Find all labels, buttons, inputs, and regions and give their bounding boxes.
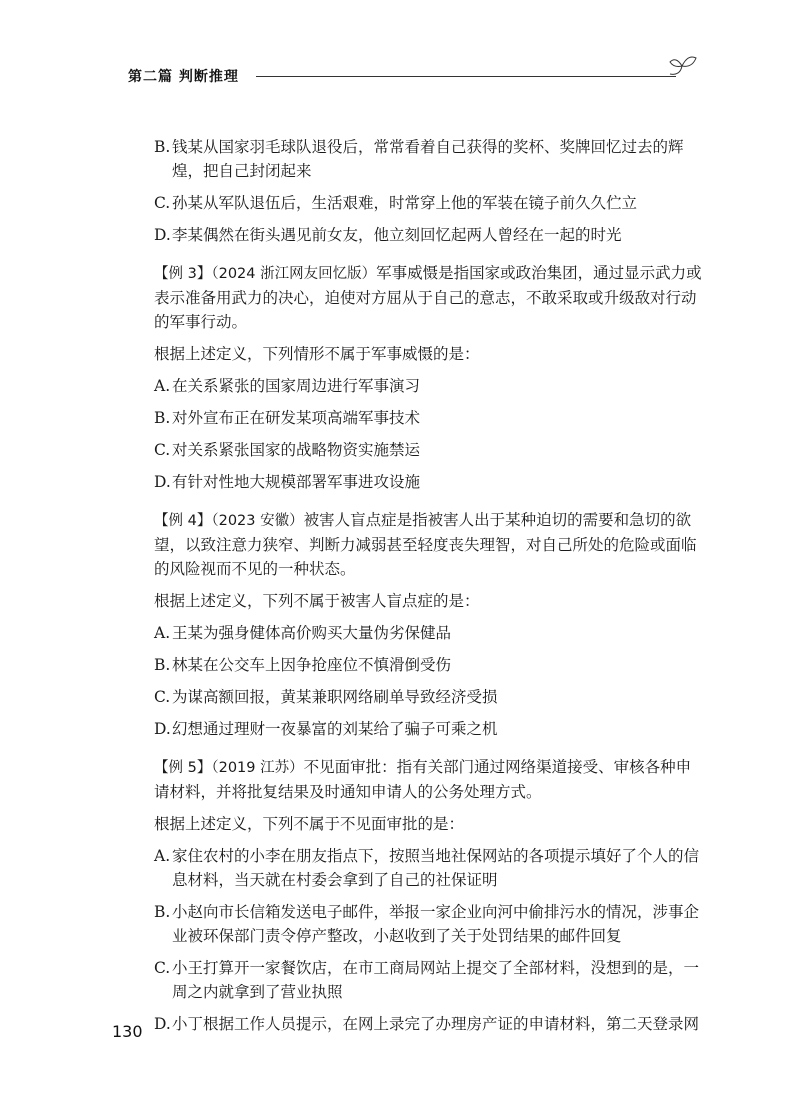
option-b: B. 林某在公交车上因争抢座位不慎滑倒受伤 (154, 656, 452, 674)
option-b: B. 对外宣布正在研发某项高端军事技术 (154, 409, 421, 427)
option-d: D. 有针对性地大规模部署军事进攻设施 (154, 473, 421, 491)
question-stem: 根据上述定义，下列不属于不见面审批的是： (154, 815, 465, 833)
example-definition: 【例 4】（2023 安徽）被害人盲点症是指被害人出于某种迫切的需要和急切的欲望，以致注意力狭窄、判断力减弱甚至轻度丧失理智，对自己所处的危险或面临的风险视而不见的一种状态。 (154, 511, 697, 578)
option-d: D. 李某偶然在街头遇见前女友，他立刻回忆起两人曾经在一起的时光 (154, 226, 622, 244)
option-b: B. 小赵向市长信箱发送电子邮件，举报一家企业向河中偷排污水的情况，涉事企业被环保部门责令停产整改，小赵收到了关于处罚结果的邮件回复 (154, 903, 700, 945)
option-a: A. 在关系紧张的国家周边进行军事演习 (154, 377, 421, 395)
example-tag: 【例 5】 (154, 760, 212, 776)
sprout-icon (666, 52, 698, 82)
example-source: （2019 江苏） (211, 760, 304, 776)
header-rule (256, 76, 676, 77)
carryover-options (154, 135, 702, 247)
option-c: C. 为谋高额回报，黄某兼职网络刷单导致经济受损 (154, 688, 498, 706)
running-header (128, 66, 698, 90)
option-c: C. 对关系紧张国家的战略物资实施禁运 (154, 441, 421, 459)
example-5 (154, 755, 702, 1036)
option-d: D. 小丁根据工作人员提示，在网上录完了办理房产证的申请材料，第二天登录网 (154, 1015, 700, 1033)
option-c: C. 孙某从军队退伍后，生活艰难，时常穿上他的军装在镜子前久久伫立 (154, 194, 638, 212)
section-title: 第二篇 判断推理 (128, 69, 239, 85)
example-4 (154, 508, 702, 741)
option-list (154, 621, 702, 741)
option-b: B. 钱某从国家羽毛球队退役后，常常看着自己获得的奖杯、奖牌回忆过去的辉煌，把自己封闭起来 (154, 138, 684, 180)
example-definition: 【例 5】（2019 江苏）不见面审批：指有关部门通过网络渠道接受、审核各种申请材料，并将批复结果及时通知申请人的公务处理方式。 (154, 758, 692, 801)
option-a: A. 家住农村的小李在朋友指点下，按照当地社保网站的各项提示填好了个人的信息材料，当天就在村委会拿到了自己的社保证明 (154, 847, 700, 889)
example-3 (154, 261, 702, 494)
example-definition: 【例 3】（2024 浙江网友回忆版）军事威慑是指国家或政治集团，通过显示武力或表示准备用武力的决心，迫使对方屈从于自己的意志，不敢采取或升级敌对行动的军事行动。 (154, 264, 702, 331)
example-source: （2023 安徽） (211, 513, 304, 529)
example-tag: 【例 3】 (154, 266, 212, 282)
option-a: A. 王某为强身健体高价购买大量伪劣保健品 (154, 624, 452, 642)
example-tag: 【例 4】 (154, 513, 212, 529)
example-source: （2024 浙江网友回忆版） (211, 266, 377, 282)
question-stem: 根据上述定义，下列情形不属于军事威慑的是： (154, 345, 480, 363)
question-stem: 根据上述定义，下列不属于被害人盲点症的是： (154, 592, 480, 610)
option-list (154, 374, 702, 494)
page-number: 130 (112, 1022, 143, 1041)
option-list (154, 844, 702, 1036)
option-d: D. 幻想通过理财一夜暴富的刘某给了骗子可乘之机 (154, 720, 498, 738)
page-content (154, 135, 702, 1050)
option-c: C. 小王打算开一家餐饮店，在市工商局网站上提交了全部材料，没想到的是，一周之内就拿到了营业执照 (154, 959, 700, 1001)
